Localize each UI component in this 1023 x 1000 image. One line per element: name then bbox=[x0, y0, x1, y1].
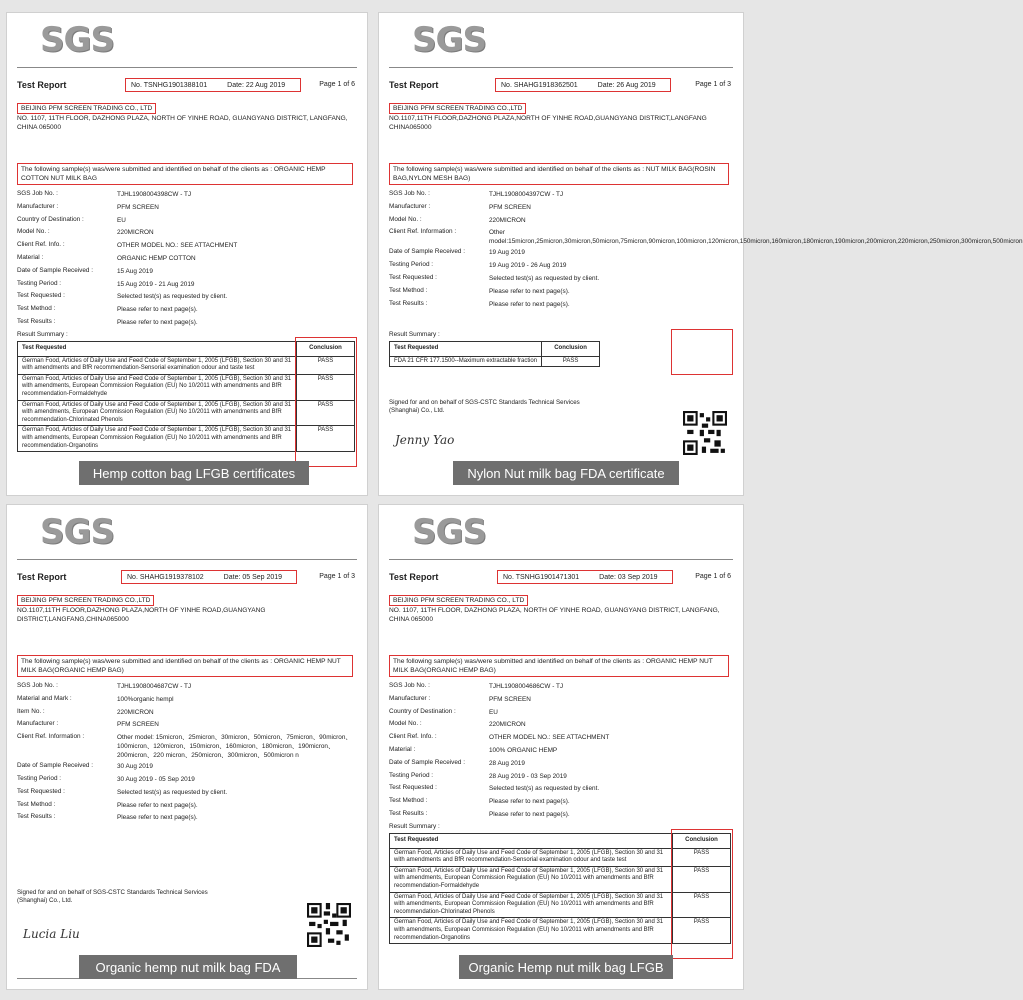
client-address: NO.1107,11TH FLOOR,DAZHONG PLAZA,NORTH OF YINHE ROAD,GUANGYANG DISTRICT,LANGFANG CHINA065000 bbox=[389, 115, 707, 131]
field-row: Test Results : Please refer to next page(s). bbox=[17, 813, 198, 822]
sgs-logo: SGS bbox=[412, 512, 486, 552]
caption-label: Organic hemp nut milk bag FDA bbox=[79, 955, 297, 979]
submission-statement: The following sample(s) was/were submitted and identified on behalf of the clients as : ORGANIC HEMP COTTON NUT MILK BAG bbox=[17, 163, 353, 185]
field-row: Testing Period : 28 Aug 2019 - 03 Sep 2019 bbox=[389, 771, 567, 780]
qr-code-icon bbox=[307, 903, 351, 947]
table-row: German Food, Articles of Daily Use and Feed Code of September 1, 2005 (LFGB), Section 30 and 31 with amendments, European Commission Regulation (EU) No 10/2011 with amendments and BfR recommendation-Formaldehyde PASS bbox=[18, 374, 355, 400]
table-row: German Food, Articles of Daily Use and Feed Code of September 1, 2005 (LFGB), Section 30 and 31 with amendments, European Commission Regulation (EU) No 10/2011 with amendments and BfR recommendation-Organotins PASS bbox=[390, 918, 731, 944]
page-number: Page 1 of 6 bbox=[319, 81, 355, 88]
submission-statement: The following sample(s) was/were submitted and identified on behalf of the clients as : ORGANIC HEMP NUT MILK BAG(ORGANIC HEMP BAG) bbox=[17, 655, 353, 677]
field-row: Client Ref. Information : Other model:15micron,25micron,30micron,50micron,75micron,90micron,100micron,120micron,150micron,160micron,180micron,190micron,200micron,220micron,250micron,300micron,500micron bbox=[389, 228, 1023, 246]
client-name: BEIJING PFM SCREEN TRADING CO.,LTD bbox=[389, 103, 526, 114]
certificate-panel-nylon-fda bbox=[378, 12, 1023, 496]
conclusion-cell: PASS bbox=[673, 918, 731, 944]
field-row: SGS Job No. : TJHL1908004686CW - TJ bbox=[389, 682, 564, 690]
report-number-box bbox=[497, 570, 673, 584]
page-number: Page 1 of 3 bbox=[695, 81, 731, 88]
client-name: BEIJING PFM SCREEN TRADING CO., LTD bbox=[389, 595, 528, 606]
certificate-panel-organic-hemp-fda bbox=[6, 504, 368, 990]
field-row: Test Method : Please refer to next page(s). bbox=[389, 797, 570, 806]
table-row: German Food, Articles of Daily Use and Feed Code of September 1, 2005 (LFGB), Section 30 and 31 with amendments, European Commission Regulation (EU) No 10/2011 with amendments and BfR recommendation-Chlorinated Phenols PASS bbox=[18, 400, 355, 426]
result-summary-label: Result Summary : bbox=[17, 331, 68, 338]
table-row: German Food, Articles of Daily Use and Feed Code of September 1, 2005 (LFGB), Section 30 and 31 with amendments and BfR recommendation-Sensorial examination odour and taste test PASS bbox=[390, 848, 731, 866]
field-row: Item No. : 220MICRON bbox=[17, 707, 154, 716]
report-number: No. SHAHG1918362501 bbox=[501, 81, 578, 89]
table-row: German Food, Articles of Daily Use and Feed Code of September 1, 2005 (LFGB), Section 30 and 31 with amendments, European Commission Regulation (EU) No 10/2011 with amendments and BfR recommendation-Organotins PASS bbox=[18, 426, 355, 452]
result-summary-label: Result Summary : bbox=[389, 823, 440, 830]
report-header bbox=[17, 77, 355, 95]
report-date: Date: 22 Aug 2019 bbox=[227, 81, 286, 89]
column-header-conclusion: Conclusion bbox=[542, 342, 600, 357]
sample-fields bbox=[17, 680, 355, 824]
certificate-page bbox=[15, 19, 359, 489]
report-number: No. TSNHG1901471301 bbox=[503, 573, 580, 581]
caption-label: Hemp cotton bag LFGB certificates bbox=[79, 461, 309, 485]
table-row: German Food, Articles of Daily Use and Feed Code of September 1, 2005 (LFGB), Section 30 and 31 with amendments and BfR recommendation-Sensorial examination odour and taste test PASS bbox=[18, 356, 355, 374]
field-row: Material : 100% ORGANIC HEMP bbox=[389, 745, 558, 754]
field-row: Testing Period : 15 Aug 2019 - 21 Aug 2019 bbox=[17, 279, 195, 288]
field-row: Material and Mark : 100%organic hempl bbox=[17, 694, 174, 703]
report-number-box bbox=[495, 78, 671, 92]
report-header bbox=[389, 569, 731, 587]
field-row: Date of Sample Received : 19 Aug 2019 bbox=[389, 248, 525, 257]
field-row: Test Requested : Selected test(s) as requested by client. bbox=[389, 784, 600, 793]
report-date: Date: 05 Sep 2019 bbox=[223, 573, 283, 581]
signed-statement: Signed for and on behalf of SGS-CSTC Standards Technical Services (Shanghai) Co., Ltd. bbox=[17, 889, 208, 904]
column-header-test: Test Requested bbox=[18, 342, 297, 357]
sample-fields bbox=[389, 680, 731, 821]
field-row: Test Method : Please refer to next page(s). bbox=[17, 305, 198, 314]
report-date: Date: 03 Sep 2019 bbox=[599, 573, 658, 581]
column-header-conclusion: Conclusion bbox=[297, 342, 355, 357]
client-block bbox=[389, 103, 731, 132]
field-row: Test Requested : Selected test(s) as requested by client. bbox=[389, 273, 600, 282]
report-header bbox=[389, 77, 731, 95]
column-header-test: Test Requested bbox=[390, 834, 673, 849]
certificate-panel-organic-hemp-lfgb bbox=[378, 504, 744, 990]
table-row: FDA 21 CFR 177.1500--Maximum extractable fraction PASS bbox=[390, 356, 600, 367]
certificate-panel-hemp-cotton-lfgb bbox=[6, 12, 368, 496]
conclusion-cell: PASS bbox=[297, 400, 355, 426]
sgs-logo: SGS bbox=[412, 20, 486, 60]
field-row: Model No. : 220MICRON bbox=[389, 720, 526, 729]
report-number: No. TSNHG1901388101 bbox=[131, 81, 208, 89]
sample-fields bbox=[389, 188, 1023, 310]
client-address: NO. 1107, 11TH FLOOR, DAZHONG PLAZA, NORTH OF YINHE ROAD, GUANGYANG DISTRICT, LANGFANG, CHINA 065000 bbox=[17, 115, 348, 131]
field-row: SGS Job No. : TJHL1908004687CW - TJ bbox=[17, 682, 192, 690]
qr-code-icon bbox=[683, 411, 727, 455]
field-row: Date of Sample Received : 15 Aug 2019 bbox=[17, 266, 153, 275]
sgs-logo: SGS bbox=[40, 512, 114, 552]
field-row: Test Results : Please refer to next page(s). bbox=[17, 317, 198, 326]
field-row: Testing Period : 30 Aug 2019 - 05 Sep 2019 bbox=[17, 774, 195, 783]
page-number: Page 1 of 3 bbox=[319, 573, 355, 580]
client-address: NO. 1107, 11TH FLOOR, DAZHONG PLAZA, NORTH OF YINHE ROAD, GUANGYANG DISTRICT, LANGFANG, CHINA 065000 bbox=[389, 607, 720, 623]
field-row: Client Ref. Info. : OTHER MODEL NO.: SEE ATTACHMENT bbox=[389, 733, 610, 742]
field-row: Date of Sample Received : 30 Aug 2019 bbox=[17, 762, 153, 771]
client-block bbox=[17, 103, 355, 132]
header-divider bbox=[389, 559, 733, 560]
conclusion-highlight bbox=[295, 337, 357, 467]
field-row: Client Ref. Information : Other model: 15micron、25micron、30micron、50micron、75micron、90micron、100micron、120micron、150micron、160micron、180micron、190micron、200micron、220 micron、250micron、300micron、500micron n bbox=[17, 733, 352, 760]
conclusion-cell: PASS bbox=[297, 356, 355, 374]
field-row: Date of Sample Received : 28 Aug 2019 bbox=[389, 758, 525, 767]
column-header-conclusion: Conclusion bbox=[673, 834, 731, 849]
report-header bbox=[17, 569, 355, 587]
conclusion-highlight bbox=[671, 829, 733, 959]
field-row: Test Results : Please refer to next page(s). bbox=[389, 809, 570, 818]
field-row: Model No. : 220MICRON bbox=[17, 228, 154, 237]
client-address: NO.1107,11TH FLOOR,DAZHONG PLAZA,NORTH OF YINHE ROAD,GUANGYANG DISTRICT,LANGFANG,CHINA065000 bbox=[17, 607, 266, 623]
report-title: Test Report bbox=[389, 572, 439, 582]
conclusion-cell: PASS bbox=[673, 848, 731, 866]
report-number-box bbox=[121, 570, 297, 584]
report-title: Test Report bbox=[17, 572, 67, 582]
header-divider bbox=[17, 67, 357, 68]
field-row: SGS Job No. : TJHL1908004398CW - TJ bbox=[17, 190, 192, 198]
sgs-logo: SGS bbox=[40, 20, 114, 60]
conclusion-cell: PASS bbox=[297, 426, 355, 452]
signature: Jenny Yao bbox=[395, 433, 455, 447]
field-row: Client Ref. Info. : OTHER MODEL NO.: SEE ATTACHMENT bbox=[17, 241, 238, 250]
field-row: Test Results : Please refer to next page(s). bbox=[389, 299, 570, 308]
field-row: Manufacturer : PFM SCREEN bbox=[17, 720, 159, 729]
submission-statement: The following sample(s) was/were submitted and identified on behalf of the clients as : ORGANIC HEMP NUT MILK BAG(ORGANIC HEMP BAG) bbox=[389, 655, 729, 677]
table-row: German Food, Articles of Daily Use and Feed Code of September 1, 2005 (LFGB), Section 30 and 31 with amendments, European Commission Regulation (EU) No 10/2011 with amendments and BfR recommendation-Chlorinated Phenols PASS bbox=[390, 892, 731, 918]
submission-statement: The following sample(s) was/were submitted and identified on behalf of the clients as : NUT MILK BAG(ROSIN BAG,NYLON MESH BAG) bbox=[389, 163, 729, 185]
signature: Lucia Liu bbox=[23, 927, 80, 941]
field-row: Test Requested : Selected test(s) as requested by client. bbox=[17, 787, 228, 796]
header-divider bbox=[389, 67, 733, 68]
report-number: No. SHAHG1919378102 bbox=[127, 573, 204, 581]
report-date: Date: 26 Aug 2019 bbox=[597, 81, 656, 89]
field-row: Test Method : Please refer to next page(s). bbox=[389, 286, 570, 295]
field-row: Country of Destination : EU bbox=[17, 215, 126, 224]
conclusion-highlight bbox=[671, 329, 733, 375]
caption-label: Nylon Nut milk bag FDA certificate bbox=[453, 461, 679, 485]
report-number-box bbox=[125, 78, 301, 92]
page-number: Page 1 of 6 bbox=[695, 573, 731, 580]
result-summary-label: Result Summary : bbox=[389, 331, 440, 338]
field-row: Material : ORGANIC HEMP COTTON bbox=[17, 253, 196, 262]
signed-statement: Signed for and on behalf of SGS-CSTC Standards Technical Services (Shanghai) Co., Ltd. bbox=[389, 399, 580, 414]
client-block bbox=[17, 595, 355, 624]
table-row: German Food, Articles of Daily Use and Feed Code of September 1, 2005 (LFGB), Section 30 and 31 with amendments, European Commission Regulation (EU) No 10/2011 with amendments and BfR recommendation-Formaldehyde PASS bbox=[390, 866, 731, 892]
client-name: BEIJING PFM SCREEN TRADING CO., LTD bbox=[17, 103, 156, 114]
header-divider bbox=[17, 559, 357, 560]
table-header-row bbox=[390, 342, 600, 357]
column-header-test: Test Requested bbox=[390, 342, 542, 357]
certificate-page bbox=[387, 511, 735, 983]
conclusion-cell: PASS bbox=[673, 866, 731, 892]
certificate-page bbox=[15, 511, 359, 983]
conclusion-cell: PASS bbox=[542, 356, 600, 367]
certificate-page bbox=[387, 19, 1023, 489]
client-block bbox=[389, 595, 731, 624]
result-summary-table bbox=[389, 341, 600, 367]
field-row: Test Requested : Selected test(s) as requested by client. bbox=[17, 292, 228, 301]
caption-label: Organic Hemp nut milk bag LFGB bbox=[459, 955, 673, 979]
field-row: Manufacturer : PFM SCREEN bbox=[389, 694, 531, 703]
field-row: Country of Destination : EU bbox=[389, 707, 498, 716]
field-row: SGS Job No. : TJHL1908004397CW - TJ bbox=[389, 190, 564, 198]
conclusion-cell: PASS bbox=[673, 892, 731, 918]
field-row: Model No. : 220MICRON bbox=[389, 215, 526, 224]
sample-fields bbox=[17, 188, 355, 329]
field-row: Test Method : Please refer to next page(s). bbox=[17, 800, 198, 809]
field-row: Manufacturer : PFM SCREEN bbox=[389, 202, 531, 211]
report-title: Test Report bbox=[17, 80, 67, 90]
field-row: Testing Period : 19 Aug 2019 - 26 Aug 2019 bbox=[389, 261, 567, 270]
conclusion-cell: PASS bbox=[297, 374, 355, 400]
client-name: BEIJING PFM SCREEN TRADING CO.,LTD bbox=[17, 595, 154, 606]
field-row: Manufacturer : PFM SCREEN bbox=[17, 202, 159, 211]
report-title: Test Report bbox=[389, 80, 439, 90]
